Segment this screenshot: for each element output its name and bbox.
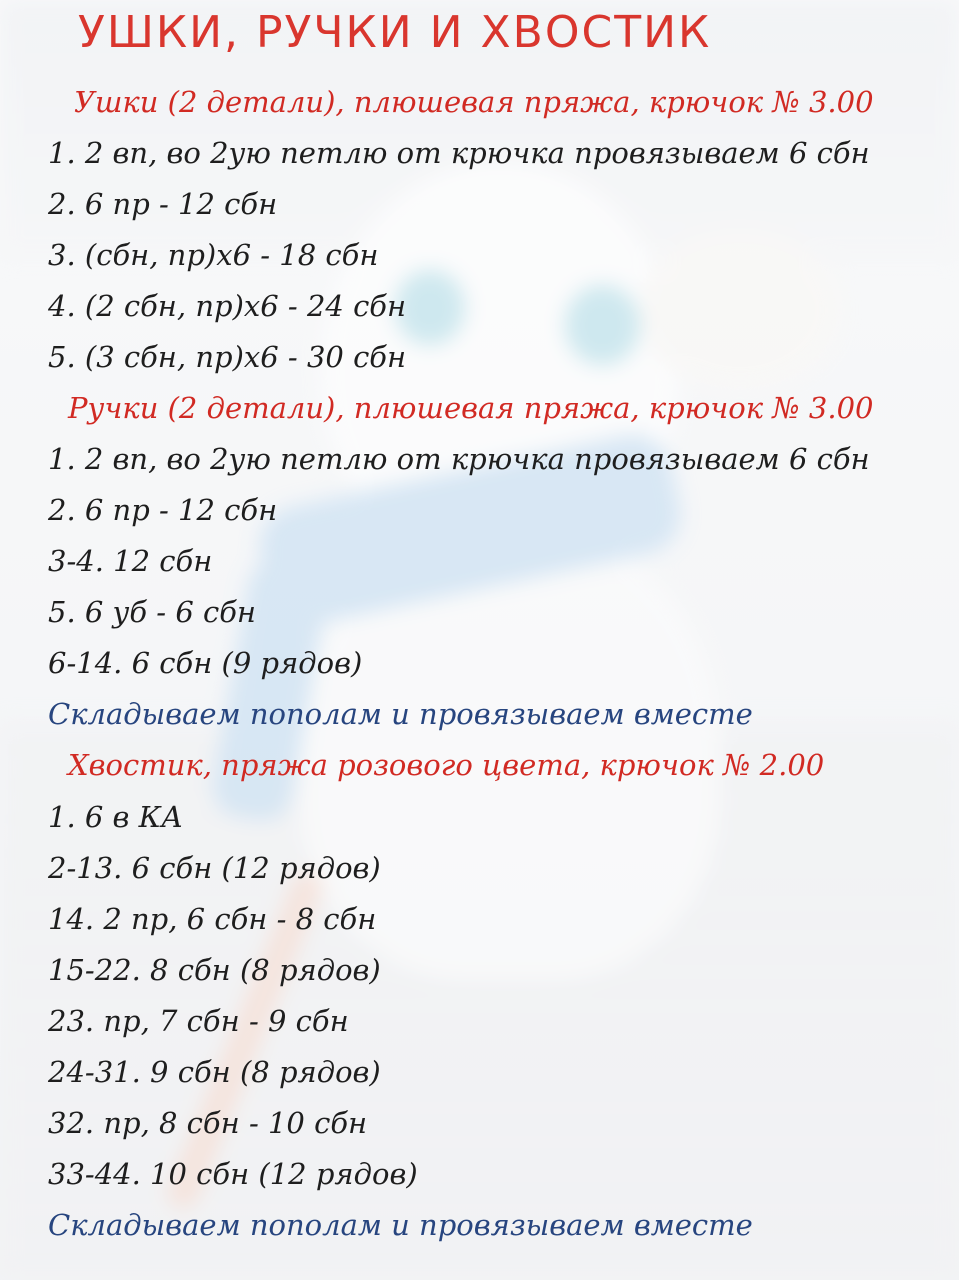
arms-row-5: 6-14. 6 сбн (9 рядов): [48, 646, 363, 680]
tail-row-4: 15-22. 8 сбн (8 рядов): [48, 953, 381, 987]
page-title: УШКИ, РУЧКИ И ХВОСТИК: [78, 7, 712, 58]
ears-row-1: 1. 2 вп, во 2ую петлю от крючка провязываем 6 сбн: [48, 136, 870, 170]
tail-row-7: 32. пр, 8 сбн - 10 сбн: [48, 1106, 368, 1140]
tail-row-8: 33-44. 10 сбн (12 рядов): [48, 1157, 418, 1191]
arms-row-1: 1. 2 вп, во 2ую петлю от крючка провязываем 6 сбн: [48, 442, 870, 476]
tail-row-2: 2-13. 6 сбн (12 рядов): [48, 851, 381, 885]
ears-row-5: 5. (3 сбн, пр)х6 - 30 сбн: [48, 340, 407, 374]
ears-row-2: 2. 6 пр - 12 сбн: [48, 187, 278, 221]
arms-note: Складываем пополам и провязываем вместе: [48, 697, 753, 731]
tail-row-1: 1. 6 в КА: [48, 800, 184, 834]
ears-row-3: 3. (сбн, пр)х6 - 18 сбн: [48, 238, 379, 272]
arms-row-2: 2. 6 пр - 12 сбн: [48, 493, 278, 527]
section-heading-ears: Ушки (2 детали), плюшевая пряжа, крючок № 3.00: [74, 85, 874, 119]
tail-row-6: 24-31. 9 сбн (8 рядов): [48, 1055, 381, 1089]
section-heading-tail: Хвостик, пряжа розового цвета, крючок № 2.00: [68, 748, 825, 782]
arms-row-3: 3-4. 12 сбн: [48, 544, 213, 578]
section-heading-arms: Ручки (2 детали), плюшевая пряжа, крючок № 3.00: [68, 391, 874, 425]
tail-row-3: 14. 2 пр, 6 сбн - 8 сбн: [48, 902, 377, 936]
tail-row-5: 23. пр, 7 сбн - 9 сбн: [48, 1004, 349, 1038]
ears-row-4: 4. (2 сбн, пр)х6 - 24 сбн: [48, 289, 407, 323]
arms-row-4: 5. 6 уб - 6 сбн: [48, 595, 257, 629]
tail-note: Складываем пополам и провязываем вместе: [48, 1208, 753, 1242]
